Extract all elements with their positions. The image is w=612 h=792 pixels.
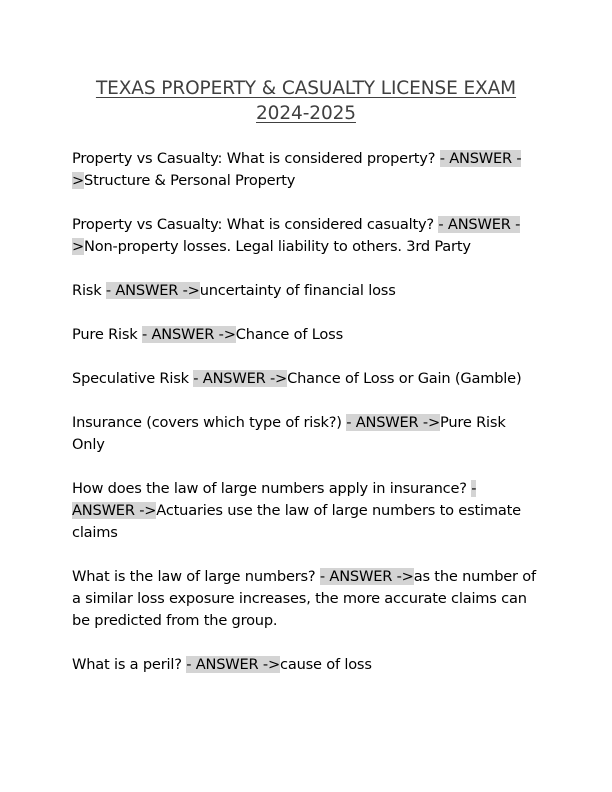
answer-marker: - ANSWER -> (193, 370, 288, 387)
answer-marker: - ANSWER -> (346, 414, 441, 431)
question-text: What is a peril? (72, 656, 187, 673)
question-text: What is the law of large numbers? (72, 568, 320, 585)
qa-item (72, 214, 542, 258)
qa-item (72, 324, 542, 346)
answer-marker: - ANSWER -> (141, 326, 236, 343)
question-text: Insurance (covers which type of risk?) (72, 414, 347, 431)
qa-item (72, 654, 542, 676)
answer-text: cause of loss (280, 656, 372, 673)
answer-text: as the number of a similar loss exposure increases, the more accurate claims can be predicted from the group. (72, 568, 536, 629)
qa-item (72, 280, 542, 302)
qa-item (72, 368, 542, 390)
qa-list (72, 148, 542, 698)
answer-text: uncertainty of financial loss (199, 282, 396, 299)
answer-marker: - ANSWER -> (105, 282, 200, 299)
answer-text: Non-property losses. Legal liability to others. 3rd Party (84, 238, 471, 255)
answer-marker: - ANSWER -> (319, 568, 414, 585)
qa-item (72, 412, 542, 456)
question-text: Speculative Risk (72, 370, 194, 387)
question-text: Property vs Casualty: What is considered casualty? (72, 216, 439, 233)
answer-marker: - ANSWER -> (72, 480, 477, 519)
answer-text: Actuaries use the law of large numbers to estimate claims (72, 502, 521, 541)
question-text: How does the law of large numbers apply in insurance? (72, 480, 472, 497)
qa-item (72, 148, 542, 192)
answer-marker: - ANSWER -> (72, 216, 521, 255)
answer-marker: - ANSWER -> (186, 656, 280, 673)
document-title: TEXAS PROPERTY & CASUALTY LICENSE EXAM 2024-2025 (95, 78, 517, 124)
qa-item (72, 566, 542, 632)
question-text: Risk (72, 282, 106, 299)
answer-text: Structure & Personal Property (84, 172, 296, 189)
question-text: Pure Risk (72, 326, 142, 343)
question-text: Property vs Casualty: What is considered property? (72, 150, 440, 167)
qa-item (72, 478, 542, 544)
answer-marker: - ANSWER -> (72, 150, 522, 189)
answer-text: Pure Risk Only (72, 414, 506, 453)
answer-text: Chance of Loss or Gain (Gamble) (287, 370, 522, 387)
answer-text: Chance of Loss (235, 326, 343, 343)
